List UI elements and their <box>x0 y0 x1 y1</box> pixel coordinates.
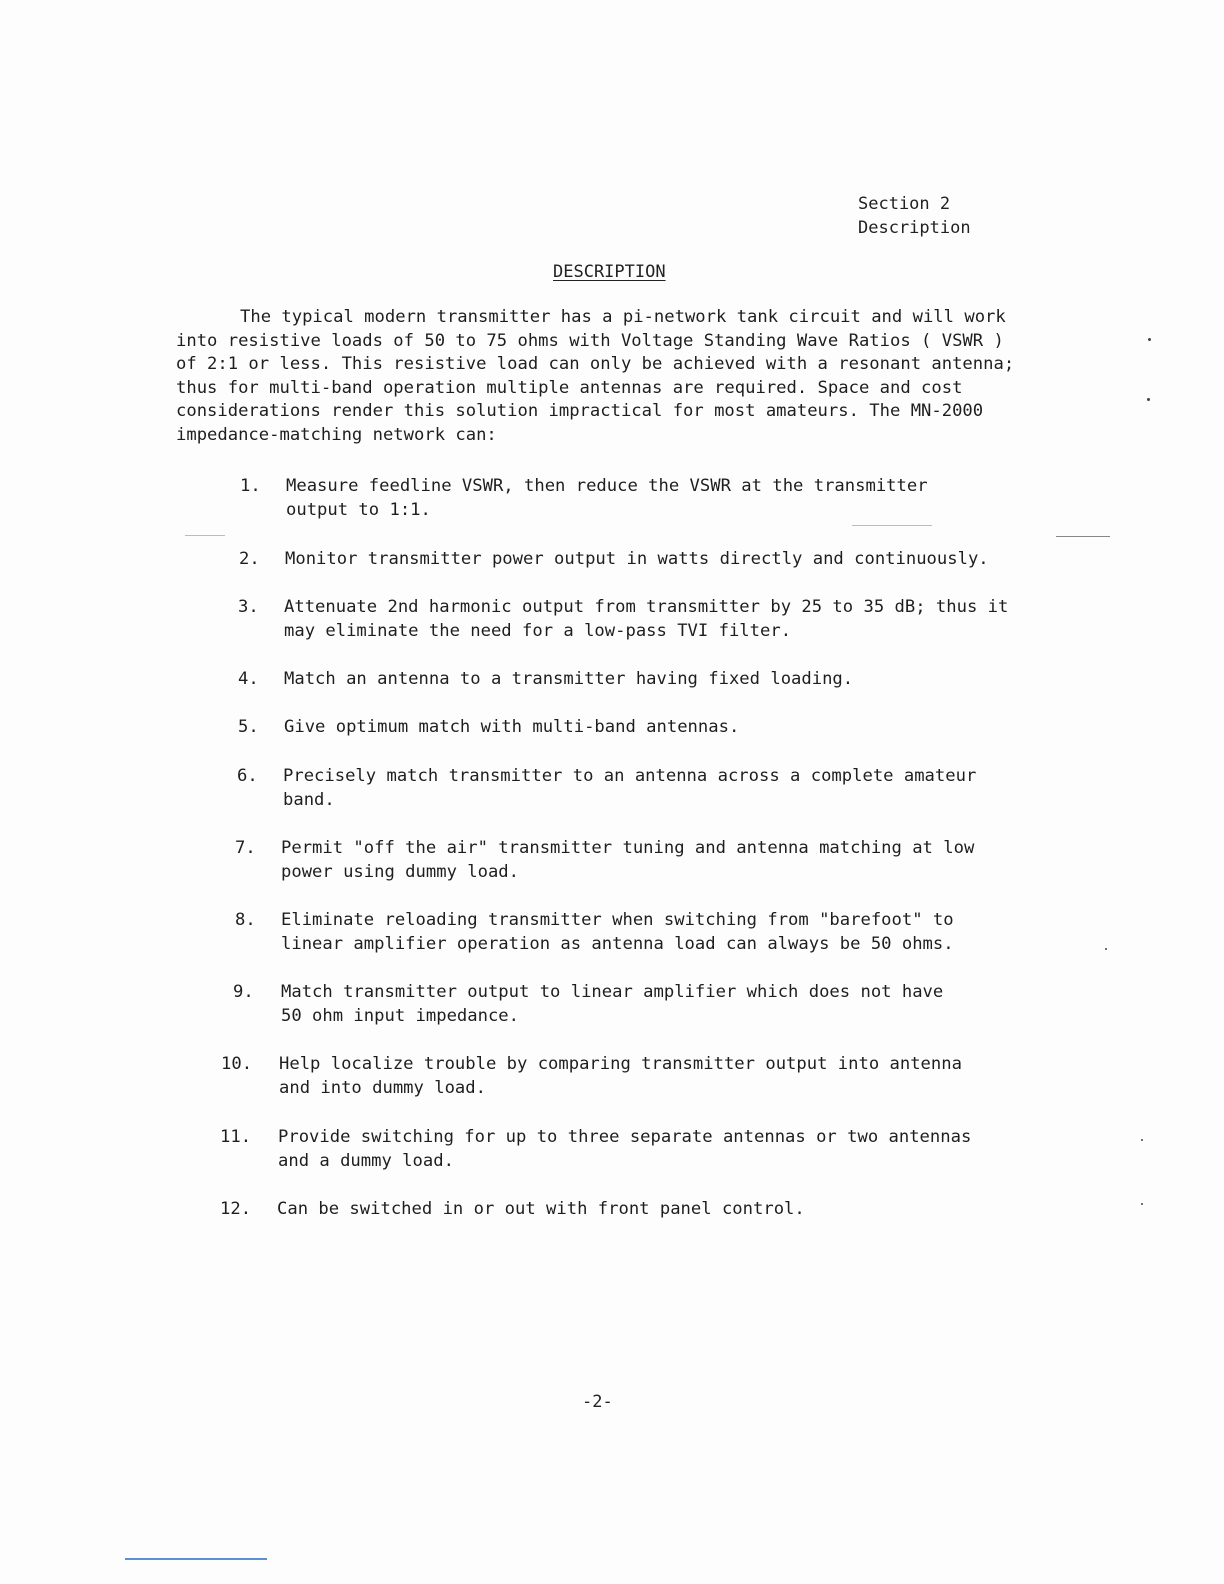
list-item-line: 50 ohm input impedance. <box>281 1005 519 1026</box>
list-item-number: 2. <box>239 549 260 569</box>
list-item-number: 1. <box>240 476 261 496</box>
bottom-rule <box>125 1558 267 1560</box>
section-label <box>858 192 971 240</box>
list-item-text <box>284 596 1008 643</box>
list-item-text <box>281 837 974 884</box>
list-item-text <box>279 1053 962 1100</box>
list-item-line: power using dummy load. <box>281 861 519 882</box>
list-item-line: Monitor transmitter power output in watts directly and continuously. <box>285 549 989 569</box>
intro-line: thus for multi-band operation multiple antennas are required. Space and cost <box>176 377 963 398</box>
list-item-line: band. <box>283 789 335 810</box>
list-item-line: Match transmitter output to linear amplifier which does not have <box>281 982 944 1002</box>
list-item-text <box>277 1198 805 1222</box>
scan-speck <box>1141 1203 1143 1205</box>
list-item-number: 9. <box>233 982 254 1002</box>
scan-speck <box>1141 1139 1143 1141</box>
list-item-text <box>283 765 976 812</box>
list-item-line: Permit "off the air" transmitter tuning and antenna matching at low <box>281 838 975 858</box>
list-item-line: Match an antenna to a transmitter having fixed loading. <box>284 669 854 689</box>
list-item-number: 8. <box>235 910 256 930</box>
list-item-number: 12. <box>220 1199 252 1219</box>
list-item-line: output to 1:1. <box>286 499 431 520</box>
list-item-number: 10. <box>221 1054 253 1074</box>
section-title: Description <box>858 218 971 238</box>
list-item-line: and a dummy load. <box>278 1150 454 1171</box>
intro-line: of 2:1 or less. This resistive load can only be achieved with a resonant antenna; <box>176 354 1015 374</box>
list-item-line: Give optimum match with multi-band antennas. <box>284 717 740 737</box>
list-item-text <box>278 1126 971 1173</box>
intro-paragraph <box>176 306 1056 447</box>
section-number: Section 2 <box>858 194 951 214</box>
intro-line: considerations render this solution impractical for most amateurs. The MN-2000 <box>176 401 984 421</box>
list-item-line: Eliminate reloading transmitter when switching from "barefoot" to <box>281 910 954 930</box>
scan-speck <box>1105 948 1107 950</box>
list-item-text <box>281 981 943 1028</box>
list-item-number: 11. <box>220 1127 252 1147</box>
scan-mark <box>852 525 932 526</box>
list-item-line: may eliminate the need for a low-pass TVI filter. <box>284 620 792 641</box>
page-number: -2- <box>582 1392 613 1412</box>
scan-speck <box>1147 398 1150 401</box>
list-item-line: linear amplifier operation as antenna load can always be 50 ohms. <box>281 933 954 954</box>
scan-mark <box>1056 536 1110 537</box>
list-item-text <box>281 909 954 956</box>
list-item-line: Attenuate 2nd harmonic output from transmitter by 25 to 35 dB; thus it <box>284 597 1009 617</box>
intro-line: into resistive loads of 50 to 75 ohms with Voltage Standing Wave Ratios ( VSWR ) <box>176 330 1004 351</box>
list-item-number: 7. <box>235 838 256 858</box>
list-item-number: 6. <box>237 766 258 786</box>
list-item-number: 5. <box>238 717 259 737</box>
list-item-number: 3. <box>238 597 259 617</box>
scan-speck <box>1148 338 1151 341</box>
list-item-line: Precisely match transmitter to an antenna across a complete amateur <box>283 766 977 786</box>
scan-mark <box>185 535 225 536</box>
list-item-line: Help localize trouble by comparing transmitter output into antenna <box>279 1054 962 1074</box>
list-item-text <box>284 716 739 740</box>
list-item-text <box>284 668 853 692</box>
list-item-text <box>286 475 928 522</box>
list-item-line: Provide switching for up to three separate antennas or two antennas <box>278 1127 972 1147</box>
intro-line: impedance-matching network can: <box>176 424 497 445</box>
list-item-text <box>285 548 989 572</box>
page-heading: DESCRIPTION <box>553 262 666 282</box>
list-item-line: and into dummy load. <box>279 1077 486 1098</box>
list-item-line: Measure feedline VSWR, then reduce the VSWR at the transmitter <box>286 476 928 496</box>
intro-line: The typical modern transmitter has a pi-network tank circuit and will work <box>240 307 1006 327</box>
list-item-line: Can be switched in or out with front panel control. <box>277 1199 805 1219</box>
list-item-number: 4. <box>238 669 259 689</box>
